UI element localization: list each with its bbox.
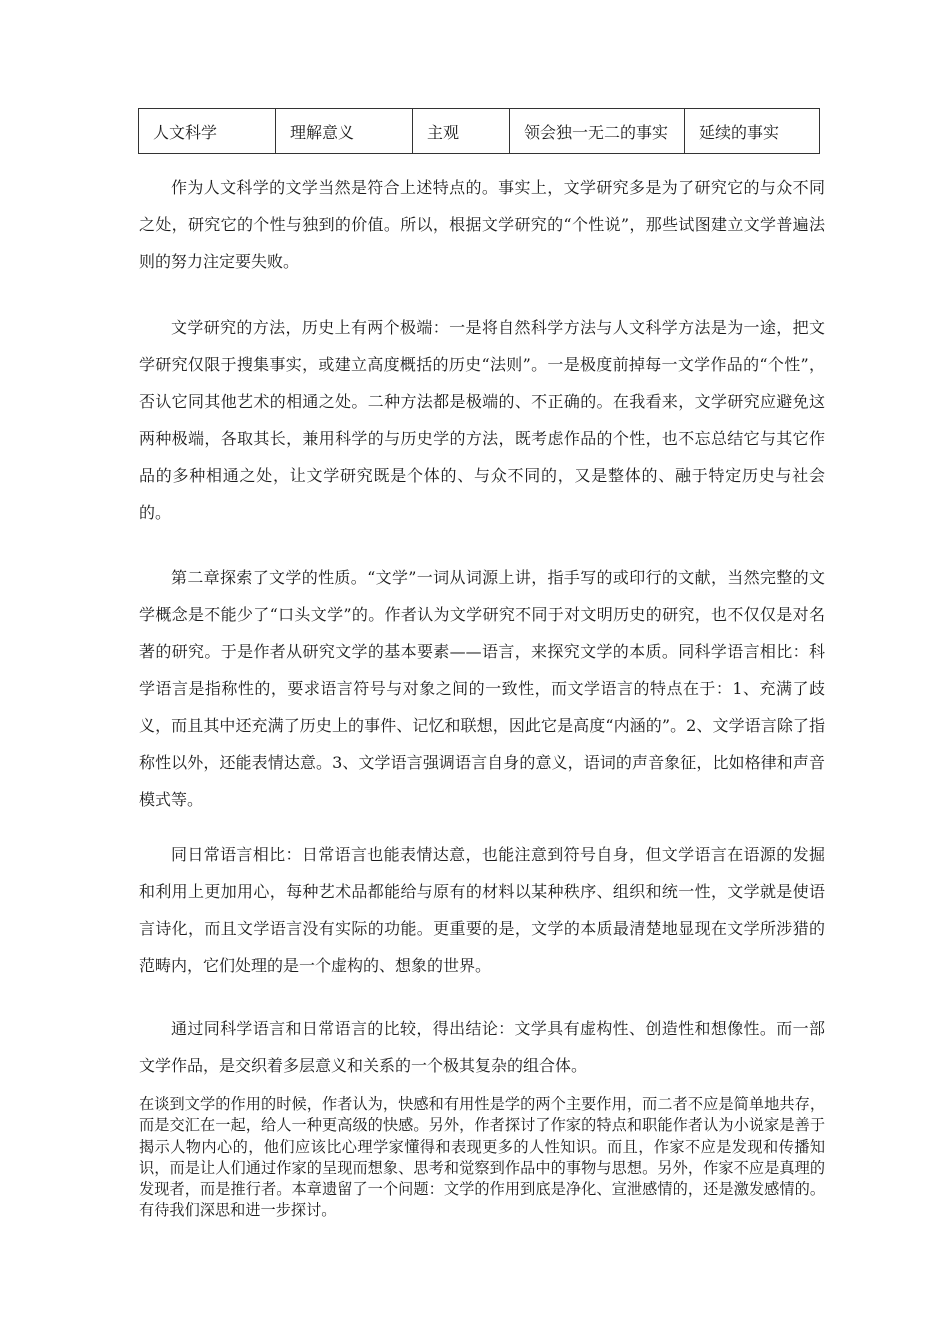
paragraph-conclusion: 通过同科学语言和日常语言的比较，得出结论：文学具有虚构性、创造性和想像性。而一部文学作品，是交织着多层意义和关系的一个极其复杂的组合体。 [139, 1019, 825, 1075]
table-cell-discipline: 人文科学 [139, 109, 276, 154]
table-cell-perspective: 主观 [413, 109, 510, 154]
paragraph-function-of-literature: 在谈到文学的作用的时候，作者认为，快感和有用性是学的两个主要作用，而二者不应是简单地共存，而是交汇在一起，给人一种更高级的快感。另外，作者探讨了作家的特点和职能作者认为小说家是善于揭示人物内心的，他们应该比心理学家懂得和表现更多的人性知识。而且，作家不应是发现和传播知识，而是让人们通过作家的呈现而想象、思考和觉察到作品中的事物与思想。另外，作家不应是真理的发现者，而是推行者。本章遗留了一个问题：文学的作用到底是净化、宣泄感情的，还是激发感情的。有待我们深思和进一步探讨。 [139, 1095, 825, 1220]
paragraph-humanities: 作为人文科学的文学当然是符合上述特点的。事实上，文学研究多是为了研究它的与众不同之处，研究它的个性与独到的价值。所以，根据文学研究的“个性说”，那些试图建立文学普遍法则的努力注定要失败。 [139, 178, 825, 271]
table-cell-method: 领会独一无二的事实 [510, 109, 685, 154]
table-row [139, 109, 820, 154]
comparison-table-row [138, 108, 820, 154]
paragraph-research-methods: 文学研究的方法，历史上有两个极端：一是将自然科学方法与人文科学方法是为一途，把文学研究仅限于搜集事实，或建立高度概括的历史“法则”。一是极度前掉每一文学作品的“个性”，否认它同其他艺术的相通之处。二种方法都是极端的、不正确的。在我看来，文学研究应避免这两种极端，各取其长，兼用科学的与历史学的方法，既考虑作品的个性，也不忘总结它与其它作品的多种相通之处，让文学研究既是个体的、与众不同的，又是整体的、融于特定历史与社会的。 [139, 318, 825, 522]
table-cell-object: 延续的事实 [685, 109, 820, 154]
table-cell-aim: 理解意义 [276, 109, 413, 154]
paragraph-everyday-language: 同日常语言相比：日常语言也能表情达意，也能注意到符号自身，但文学语言在语源的发掘和利用上更加用心，每种艺术品都能给与原有的材料以某种秩序、组织和统一性，文学就是使语言诗化，而且文学语言没有实际的功能。更重要的是，文学的本质最清楚地显现在文学所涉猎的范畴内，它们处理的是一个虚构的、想象的世界。 [139, 845, 825, 975]
paragraph-nature-of-literature: 第二章探索了文学的性质。“文学”一词从词源上讲，指手写的或印行的文献，当然完整的文学概念是不能少了“口头文学”的。作者认为文学研究不同于对文明历史的研究，也不仅仅是对名著的研究。于是作者从研究文学的基本要素——语言，来探究文学的本质。同科学语言相比：科学语言是指称性的，要求语言符号与对象之间的一致性，而文学语言的特点在于：1、充满了歧义，而且其中还充满了历史上的事件、记忆和联想，因此它是高度“内涵的”。2、文学语言除了指称性以外，还能表情达意。3、文学语言强调语言自身的意义，语词的声音象征，比如格律和声音模式等。 [139, 568, 825, 809]
